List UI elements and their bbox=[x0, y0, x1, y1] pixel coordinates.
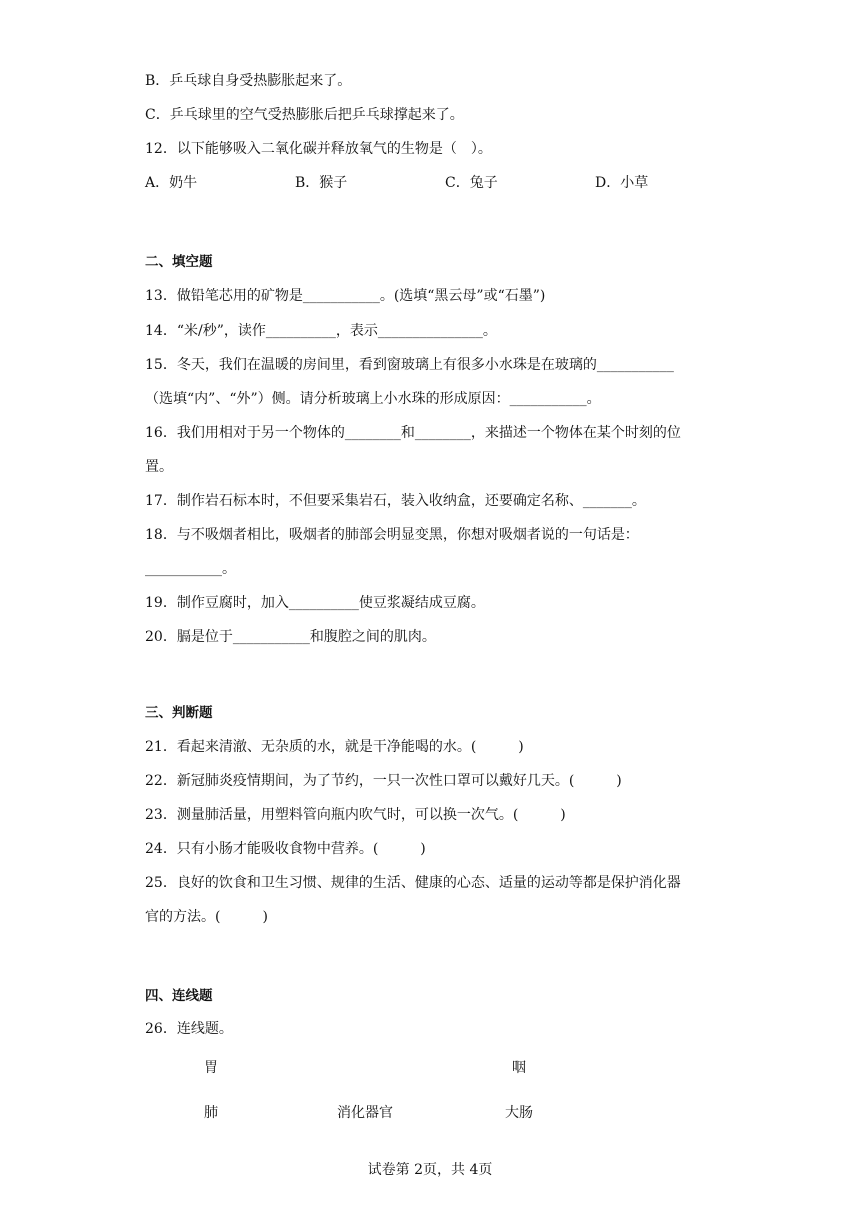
question-18-line-2: ___________。 bbox=[145, 561, 236, 577]
match-item-pharynx: 咽 bbox=[512, 1060, 526, 1076]
question-15-line-1: 15．冬天，我们在温暖的房间里，看到窗玻璃上有很多小水珠是在玻璃的___________ bbox=[145, 357, 674, 373]
question-26: 26．连线题。 bbox=[145, 1021, 233, 1037]
q12-option-c: C．兔子 bbox=[445, 175, 498, 191]
section-heading-matching: 四、连线题 bbox=[145, 988, 213, 1004]
match-item-large-intestine: 大肠 bbox=[505, 1105, 533, 1121]
question-14: 14．“米/秒”，读作__________，表示_______________。 bbox=[145, 323, 497, 339]
question-23: 23．测量肺活量，用塑料管向瓶内吹气时，可以换一次气。( ) bbox=[145, 807, 566, 823]
q12-option-d: D．小草 bbox=[595, 175, 649, 191]
question-19: 19．制作豆腐时，加入__________使豆浆凝结成豆腐。 bbox=[145, 595, 485, 611]
question-15-line-2: （选填“内”、“外”）侧。请分析玻璃上小水珠的形成原因：___________。 bbox=[145, 391, 601, 407]
q11-option-b: B．乒乓球自身受热膨胀起来了。 bbox=[145, 73, 352, 89]
section-heading-fill-blank: 二、填空题 bbox=[145, 254, 213, 270]
section-heading-judgement: 三、判断题 bbox=[145, 705, 213, 721]
question-25-line-2: 官的方法。( ) bbox=[145, 909, 268, 925]
question-22: 22．新冠肺炎疫情期间，为了节约，一只一次性口罩可以戴好几天。( ) bbox=[145, 773, 622, 789]
match-item-stomach: 胃 bbox=[204, 1060, 218, 1076]
question-20: 20．膈是位于___________和腹腔之间的肌肉。 bbox=[145, 629, 436, 645]
q12-option-a: A．奶牛 bbox=[145, 175, 198, 191]
question-16-line-2: 置。 bbox=[145, 459, 173, 475]
q12-option-b: B．猴子 bbox=[295, 175, 348, 191]
q12-stem: 12．以下能够吸入二氧化碳并释放氧气的生物是（ ）。 bbox=[145, 141, 492, 157]
question-17: 17．制作岩石标本时，不但要采集岩石，装入收纳盒，还要确定名称、_______。 bbox=[145, 493, 646, 509]
q11-option-c: C．乒乓球里的空气受热膨胀后把乒乓球撑起来了。 bbox=[145, 107, 464, 123]
question-21: 21．看起来清澈、无杂质的水，就是干净能喝的水。( ) bbox=[145, 739, 524, 755]
page-footer: 试卷第 2页，共 4页 bbox=[367, 1162, 493, 1178]
question-13: 13．做铅笔芯用的矿物是___________。(选填“黑云母”或“石墨”) bbox=[145, 288, 546, 304]
question-24: 24．只有小肠才能吸收食物中营养。( ) bbox=[145, 841, 426, 857]
question-16-line-1: 16．我们用相对于另一个物体的________和________，来描述一个物体在某个时刻的位 bbox=[145, 425, 681, 441]
match-item-lung: 肺 bbox=[204, 1105, 218, 1121]
question-18-line-1: 18．与不吸烟者相比，吸烟者的肺部会明显变黑，你想对吸烟者说的一句话是： bbox=[145, 527, 639, 543]
match-item-digestive-organ: 消化器官 bbox=[337, 1105, 393, 1121]
question-25-line-1: 25．良好的饮食和卫生习惯、规律的生活、健康的心态、适量的运动等都是保护消化器 bbox=[145, 875, 681, 891]
